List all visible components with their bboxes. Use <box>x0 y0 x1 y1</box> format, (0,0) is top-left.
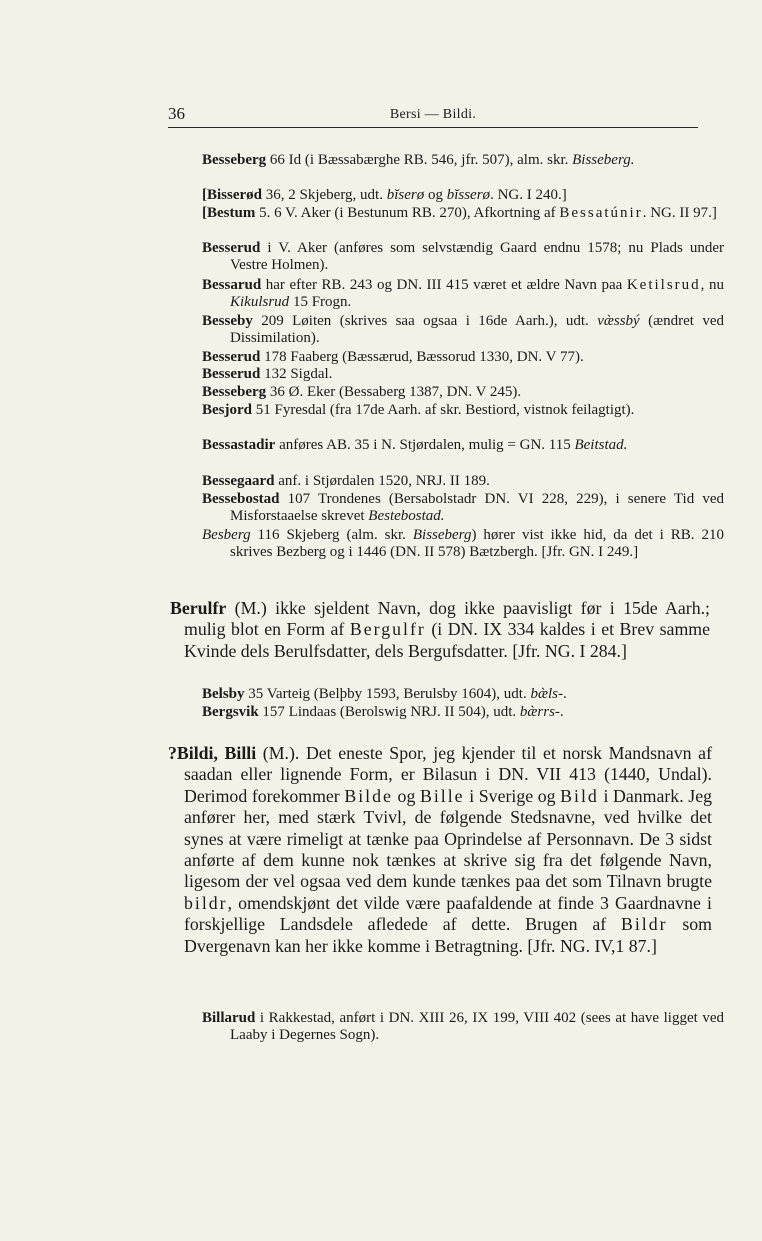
entry-besseberg-eker: Besseberg 36 Ø. Eker (Bessaberg 1387, DN. V 245). <box>202 384 522 400</box>
entry-berulfr: Berulfr (M.) ikke sjeldent Navn, dog ikke paavisligt før i 15de Aarh.; mulig blot en Form af Bergulfr (i DN. IX 334 kaldes i et Brev samme Kvinde dels Berulfsdatter, dels Bergufsdatter. [Jfr. NG. I 284.] <box>170 598 710 661</box>
entry-belsby: Belsby 35 Varteig (Belþby 1593, Berulsby 1604), udt. bæ̀ls-. <box>202 686 567 702</box>
page-header <box>168 104 698 126</box>
entry-bestum: [Bestum 5. 6 V. Aker (i Bestunum RB. 270), Afkortning af Bessatúnir. NG. II 97.] <box>202 205 717 221</box>
entry-besserud-faaberg: Besserud 178 Faaberg (Bæssærud, Bæssorud 1330, DN. V 77). <box>202 349 584 365</box>
entry-besberg: Besberg 116 Skjeberg (alm. skr. Bisseberg) hører vist ikke hid, da det i RB. 210 skrives Bezberg og i 1446 (DN. II 578) Bætzbergh. [Jfr. GN. I 249.] <box>202 527 724 561</box>
entry-besseby: Besseby 209 Løiten (skrives saa ogsaa i 16de Aarh.), udt. væ̀ssbý (ændret ved Dissimilation). <box>202 313 724 347</box>
entry-billarud: Billarud i Rakkestad, anført i DN. XIII 26, IX 199, VIII 402 (sees at have ligget ved Laaby i Degernes Sogn). <box>202 1010 724 1044</box>
page-number: 36 <box>168 104 185 123</box>
running-head: Bersi — Bildi. <box>389 107 477 122</box>
entry-bessastadir: Bessastadir anføres AB. 35 i N. Stjørdalen, mulig = GN. 115 Beitstad. <box>202 437 628 453</box>
header-rule <box>168 127 698 128</box>
entry-bisserod: [Bisserød 36, 2 Skjeberg, udt. bĭserø og bĭsserø. NG. I 240.] <box>202 187 567 203</box>
entry-bildi: ?Bildi, Billi (M.). Det eneste Spor, jeg kjender til et norsk Mandsnavn af saadan eller lignende Form, er Bilasun i DN. VII 413 (1440, Undal). Derimod forekommer Bilde og Bille i Sverige og Bild i Danmark. Jeg anfører her, med stærk Tvivl, de følgende Stedsnavne, ved hvilke det synes at være rimeligt at tænke paa Oprindelse af Personnavn. De 3 sidst anførte af dem kunne nok tænkes at skrive sig fra det følgende Navn, ligesom der vel ogsaa ved dem kunde tænkes paa det som Tilnavn brugte bildr, omendskjønt det vilde være paafaldende at finde 3 Gaardnavne i forskjellige Landsdele afledede af dette. Brugen af Bildr som Dvergenavn kan her ikke komme i Betragtning. [Jfr. NG. IV,1 87.] <box>168 743 712 956</box>
entry-besserud-sigdal: Besserud 132 Sigdal. <box>202 366 333 382</box>
entry-besjord: Besjord 51 Fyresdal (fra 17de Aarh. af skr. Bestiord, vistnok feilagtigt). <box>202 402 635 418</box>
entry-bergsvik: Bergsvik 157 Lindaas (Berolswig NRJ. II 504), udt. bæ̀rrs-. <box>202 704 564 720</box>
entry-besserud-aker: Besserud i V. Aker (anføres som selvstændig Gaard endnu 1578; nu Plads under Vestre Holmen). <box>202 240 724 274</box>
entry-bessegaard: Bessegaard anf. i Stjørdalen 1520, NRJ. II 189. <box>202 473 490 489</box>
entry-bessebostad: Bessebostad 107 Trondenes (Bersabolstadr DN. VI 228, 229), i senere Tid ved Misforstaaelse skrevet Bestebostad. <box>202 491 724 525</box>
entry-besseberg-id: Besseberg 66 Id (i Bæssabærghe RB. 546, jfr. 507), alm. skr. Bisseberg. <box>202 152 635 168</box>
entry-bessarud: Bessarud har efter RB. 243 og DN. III 415 været et ældre Navn paa Ketilsrud, nu Kikulsrud 15 Frogn. <box>202 277 724 311</box>
